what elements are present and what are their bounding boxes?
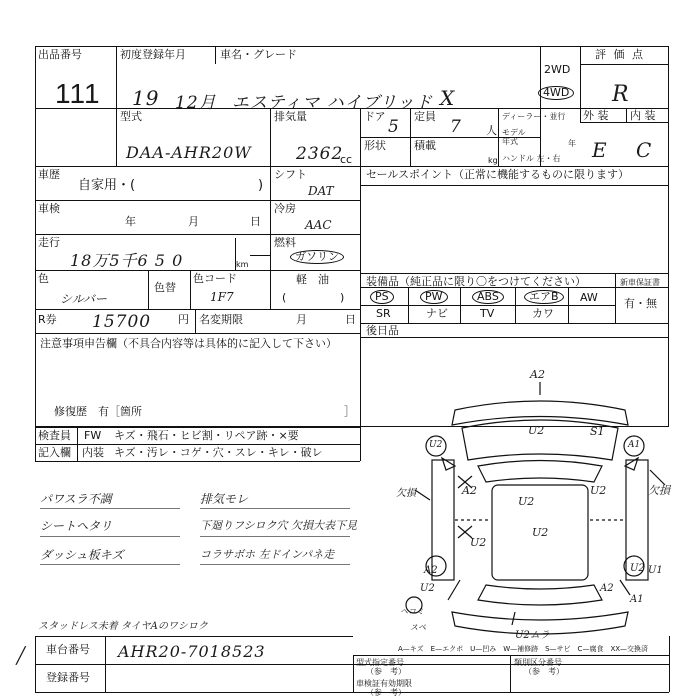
inspection-month: 月 — [188, 215, 199, 228]
mileage-label: 走行 — [38, 236, 60, 249]
sales-point-label: セールスポイント（正常に機能するものに限ります） — [366, 168, 630, 181]
shift-value: DAT — [308, 184, 334, 198]
dmg-right-rear-wheel: U2 — [630, 563, 645, 574]
dmg-rear-right: A2 — [600, 583, 614, 594]
dmg-right-wheel-front: A1 — [628, 440, 641, 450]
displacement-label: 排気量 — [274, 110, 307, 123]
dmg-right-fender: S1 — [590, 425, 605, 438]
paren-left: ( — [282, 291, 287, 304]
notes-label: 注意事項申告欄（不具合内容等は具体的に記入して下さい） — [40, 337, 337, 350]
equip-aw: AW — [580, 291, 598, 304]
category-sub: （参 考） — [524, 667, 564, 676]
equip-airbag: エアB — [524, 290, 564, 304]
validity-label: 車検証有効期限 — [356, 679, 412, 688]
dmg-hood: U2 — [528, 424, 545, 437]
seats-label: 定員 — [414, 110, 436, 123]
entry-label: 記入欄 — [38, 446, 71, 459]
drive-2wd: 2WD — [544, 63, 571, 76]
rear-seat-label: 後日品 — [366, 324, 399, 337]
load-unit: kg — [488, 156, 498, 165]
score-label: 評 価 点 — [595, 48, 645, 61]
recycle-value: 15700 — [92, 312, 152, 332]
load-label: 積載 — [414, 139, 436, 152]
dmg-right-defect: 欠損 — [648, 484, 670, 497]
note-6: コラサボホ 左ドインパネ走 — [200, 548, 335, 561]
warranty-value: 有・無 — [624, 297, 657, 310]
seats-unit: 人 — [486, 124, 497, 137]
fuel-diesel: 軽 油 — [296, 273, 329, 286]
displacement-unit: cc — [340, 153, 353, 166]
inspection-year: 年 — [125, 215, 136, 228]
registration-label: 登録番号 — [46, 671, 90, 684]
fw-label: FW — [84, 429, 102, 442]
dmg-left-defect: 欠損 — [396, 488, 416, 499]
history-label: 車歴 — [38, 168, 60, 181]
dmg-front-bumper: A2 — [530, 368, 545, 381]
color-value: シルバー — [60, 292, 107, 306]
dmg-rear-left: U2 — [420, 583, 435, 594]
dmg-rear-bumper: U2ムラ — [515, 630, 550, 641]
dmg-spare-note: ヘコミ — [400, 607, 424, 616]
first-reg-year: 19 — [132, 86, 160, 110]
margin-x-mark: ╱ — [16, 646, 27, 665]
seats-value: 7 — [450, 117, 462, 137]
fw-items: キズ・飛石・ヒビ割・リペア跡・×要 — [114, 429, 299, 442]
name-change-day: 日 — [345, 313, 356, 326]
inspection-day: 日 — [250, 215, 261, 228]
model-value: DAA-AHR20W — [126, 143, 252, 162]
chassis-label: 車台番号 — [46, 643, 90, 656]
first-reg-label: 初度登録年月 — [120, 48, 186, 61]
lot-number: 111 — [55, 78, 101, 109]
inspector-label: 検査員 — [38, 429, 71, 442]
mileage-unit: km — [236, 260, 249, 269]
dmg-spare-label: スペ — [410, 623, 426, 632]
interior-label: 内 装 — [630, 109, 656, 122]
note-2: シートヘタリ — [40, 519, 113, 533]
inspection-label: 車検 — [38, 202, 60, 215]
car-name-label: 車名・グレード — [220, 48, 297, 61]
paren-right: ) — [340, 291, 345, 304]
type-designation-label: 型式指定番号 — [356, 658, 404, 667]
recycle-unit: 円 — [178, 313, 189, 326]
name-change-label: 名変期限 — [199, 313, 243, 326]
model-label: 型式 — [120, 110, 142, 123]
equip-tv: TV — [480, 307, 495, 320]
car-name-value: エスティマ ハイブリッド — [232, 93, 433, 113]
category-label: 類別区分番号 — [514, 658, 562, 667]
dmg-left-front-door: A2 — [462, 484, 477, 497]
equip-abs: ABS — [472, 290, 504, 304]
history-close: ) — [258, 178, 264, 193]
color-change-label: 色替 — [154, 281, 176, 294]
dmg-right-rear-quarter: U1 — [648, 565, 663, 576]
color-label: 色 — [38, 272, 49, 285]
cooling-label: 冷房 — [274, 202, 296, 215]
note-3: ダッシュ板キズ — [40, 548, 124, 562]
model-year-label: モデル 年式 — [502, 128, 526, 146]
dmg-right-door: U2 — [590, 484, 607, 497]
dmg-left-wheel-front: U2 — [429, 440, 443, 450]
color-code-label: 色コード — [193, 272, 237, 285]
car-grade: X — [440, 86, 456, 110]
displacement-value: 2362 — [296, 144, 344, 164]
equip-leather: カワ — [532, 307, 554, 320]
dmg-left-rear-wheel: A2 — [424, 565, 438, 576]
interior-score: C — [636, 138, 653, 162]
interior-check-items: キズ・汚レ・コゲ・穴・スレ・キレ・破レ — [114, 446, 323, 459]
first-reg-month: 12月 — [175, 93, 217, 113]
shift-label: シフト — [274, 168, 307, 181]
note-1: パワスラ不調 — [40, 492, 112, 506]
interior-check-label: 内装 — [82, 446, 104, 459]
exterior-label: 外 装 — [583, 109, 609, 122]
dmg-left-rear-door: U2 — [470, 536, 487, 549]
shape-label: 形状 — [364, 139, 386, 152]
repair-history-label: 修復歴 有［箇所 — [54, 405, 142, 418]
repair-close: ］ — [344, 405, 355, 418]
doors-label: ドア — [364, 110, 386, 123]
dmg-roof: U2 — [532, 526, 549, 539]
equip-ps: PS — [370, 290, 394, 304]
studless-note: スタッドレス未着 タイヤAのワシロク — [38, 621, 208, 632]
color-code-value: 1F7 — [210, 290, 234, 304]
type-designation-sub: （参 考） — [366, 667, 406, 676]
warranty-label: 新車保証書 — [620, 278, 660, 287]
equip-navi: ナビ — [426, 307, 448, 320]
dealer-label: ディーラー・並行 — [502, 112, 566, 121]
equipment-label: 装備品（純正品に限り〇をつけてください） — [366, 275, 586, 288]
exterior-score: E — [592, 138, 608, 162]
history-value: 自家用・( — [78, 178, 136, 193]
dmg-rear-right-bumper: A1 — [630, 594, 644, 605]
lot-label: 出品番号 — [38, 48, 82, 61]
handle-label: ハンドル 左・右 — [502, 154, 561, 163]
equip-pw: PW — [420, 290, 448, 304]
mileage-value: 18万5千6 5 0 — [70, 251, 184, 270]
dmg-roof-front: U2 — [518, 495, 535, 508]
validity-sub: （参 考） — [366, 688, 406, 697]
score-value: R — [612, 82, 630, 107]
fuel-label: 燃料 — [274, 236, 296, 249]
name-change-month: 月 — [296, 313, 307, 326]
cooling-value: AAC — [305, 218, 332, 232]
chassis-value: AHR20-7018523 — [118, 642, 266, 661]
recycle-label: R券 — [38, 313, 57, 326]
note-5: 下廻りフシロク穴 欠損大表下見 — [200, 519, 358, 532]
drive-4wd: 4WD — [538, 86, 574, 100]
doors-value: 5 — [388, 117, 400, 137]
damage-legend: A—キズ E—エクボ U—凹み W—補修跡 S—サビ C—腐食 XX—交換済 — [398, 645, 649, 653]
year-unit: 年 — [568, 139, 576, 148]
note-4: 排気モレ — [200, 492, 249, 506]
fuel-gas: ガソリン — [290, 250, 344, 264]
equip-sr: SR — [376, 307, 391, 320]
